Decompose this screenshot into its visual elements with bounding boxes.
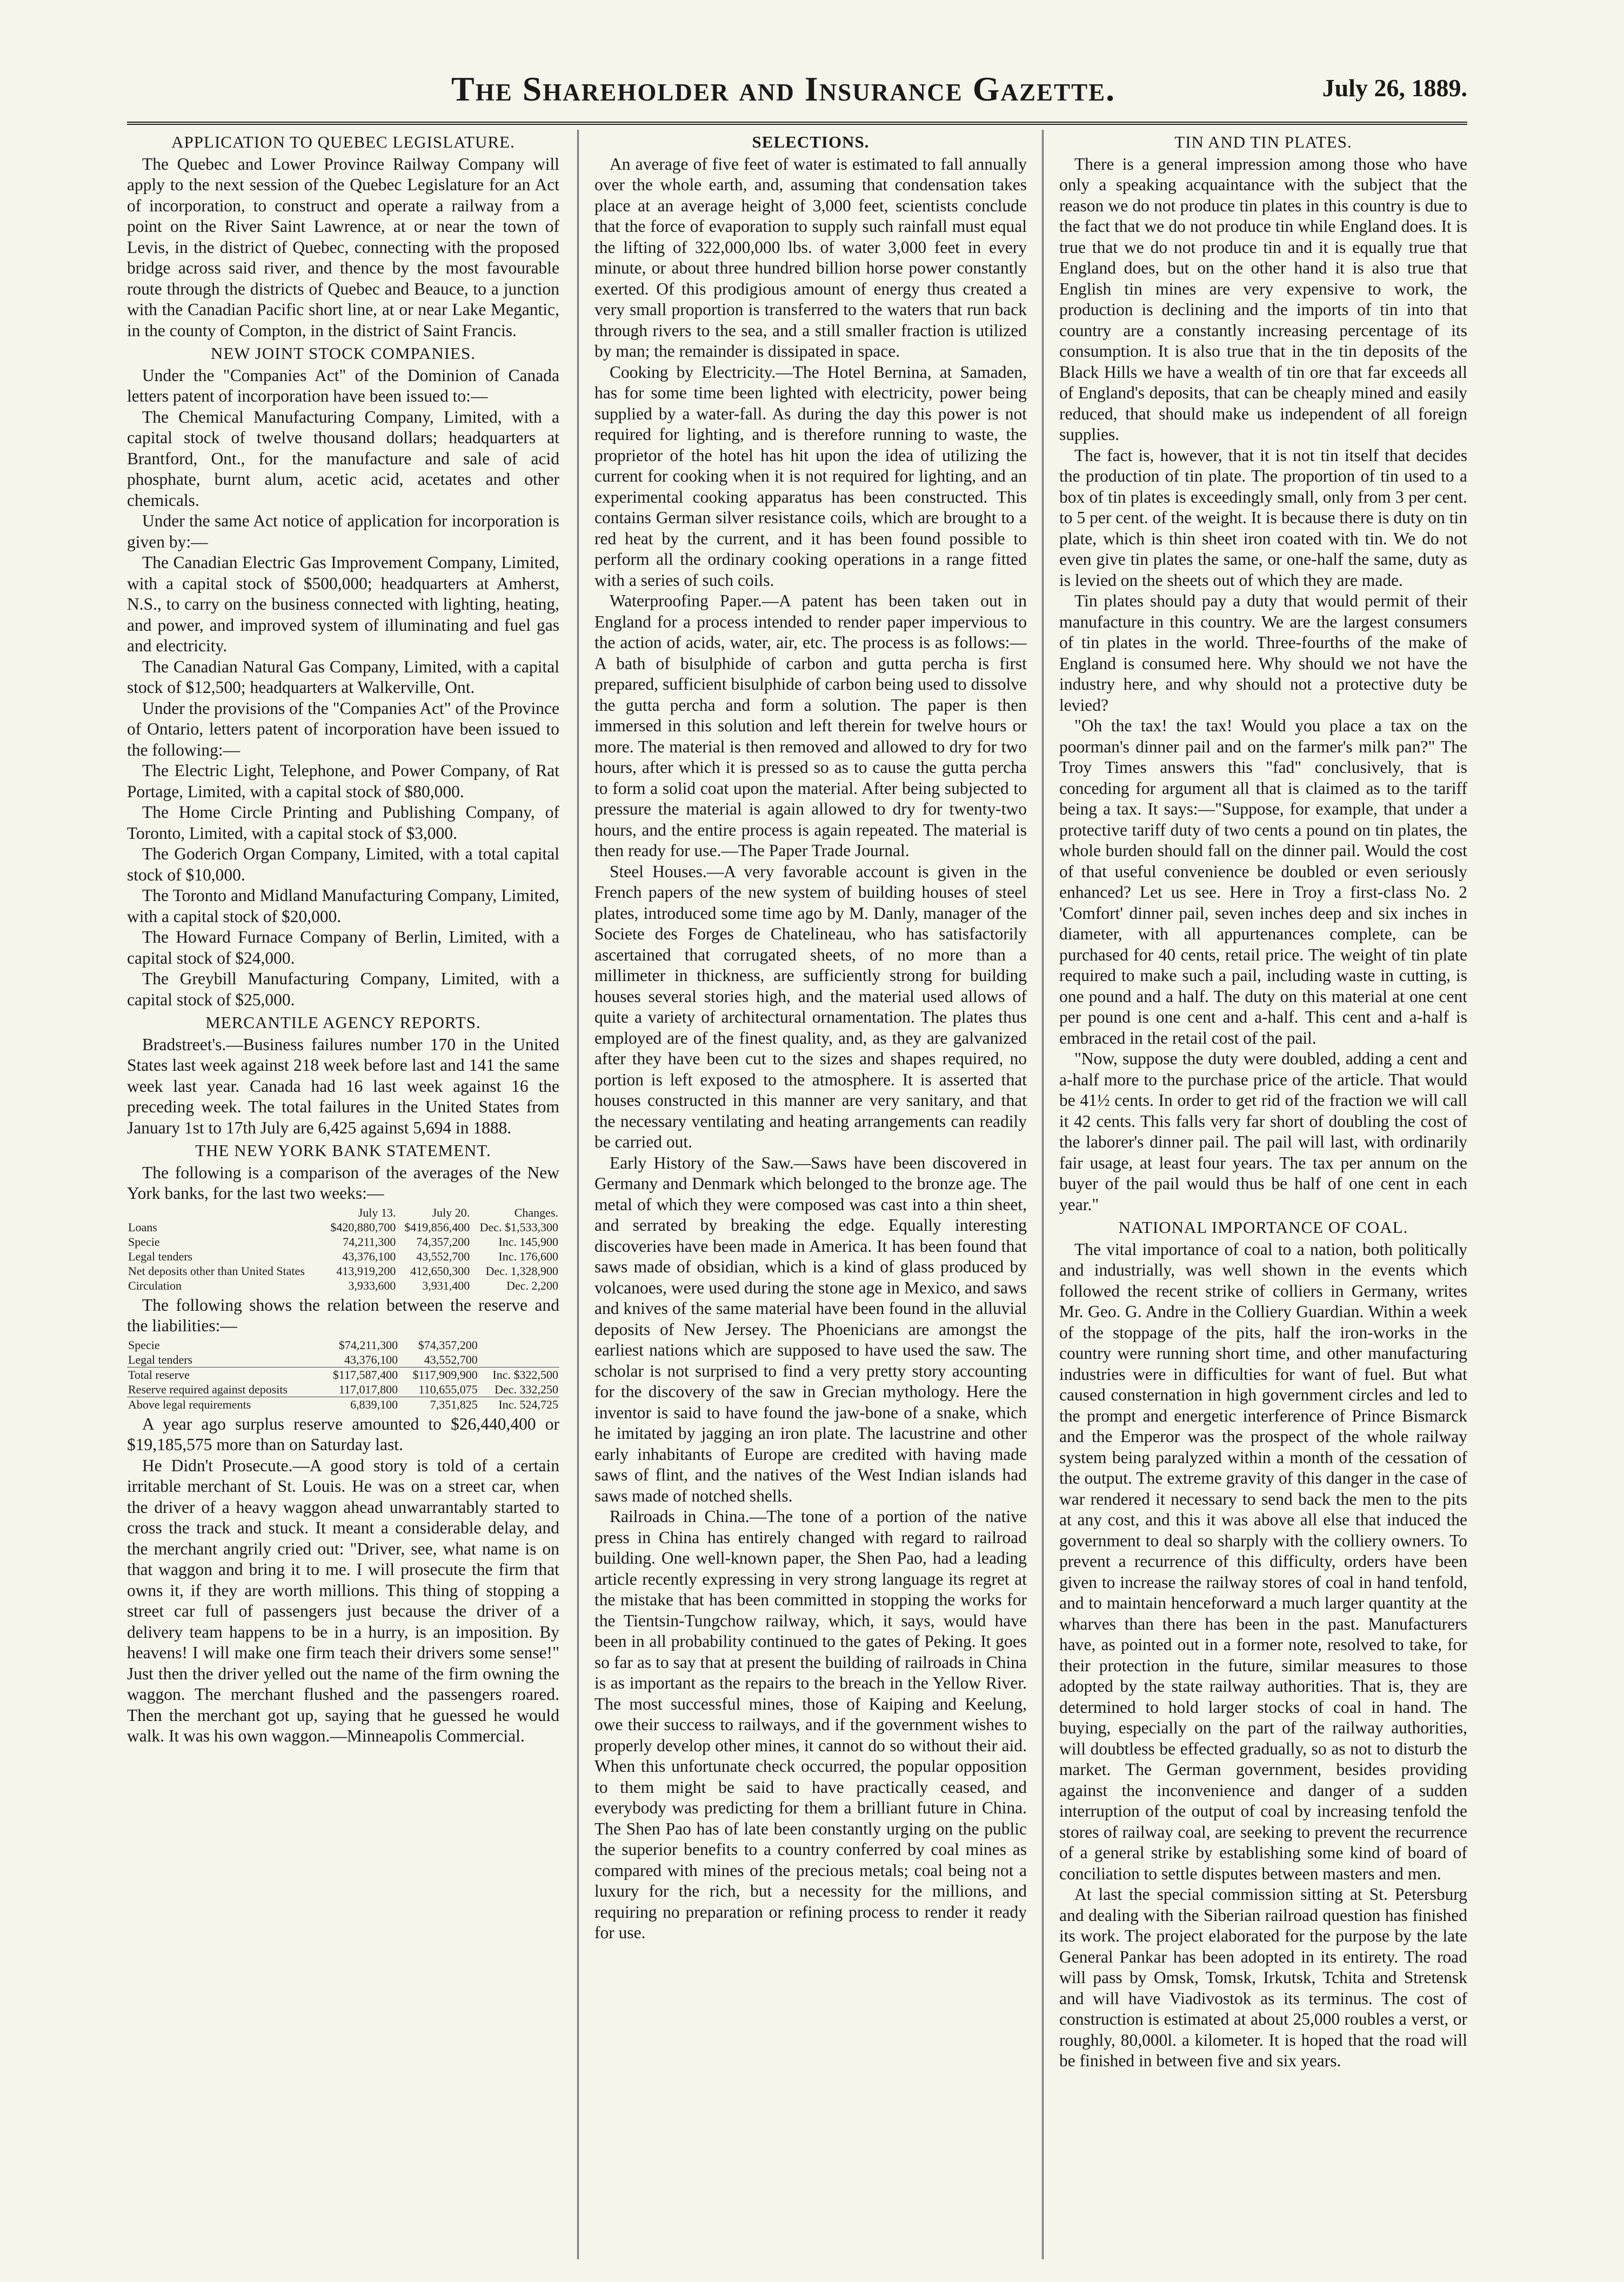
table-cell: Reserve required against deposits (128, 1382, 288, 1396)
table-cell: 117,017,800 (338, 1382, 398, 1396)
article-paragraph: He Didn't Prosecute.—A good story is told of a certain irritable merchant of St. Louis. He was on a street car, when the driver of a heavy waggon ahead unwarrantably started to cross the track and stuck. It meant a considerable delay, and the merchant angrily cried out: "Driver, see, what name is on that waggon and bring it to me. I will prosecute the firm that owns it, if they are worth millions. This thing of stopping a street car full of passengers just because the driver of a delivery team happens to be in a hurry, is an imposition. By heavens! I will make one firm teach their drivers some sense!" Just then the driver yelled out the name of the firm owning the waggon. The merchant flushed and the passengers roared. Then the merchant got up, saying that he guessed he would walk. It was his own waggon.—Minneapolis Commercial. (127, 1456, 559, 1745)
article-paragraph: The Canadian Natural Gas Company, Limited, with a capital stock of $12,500; headquarters at Walkerville, Ont. (127, 657, 559, 697)
heading-bank-statement: THE NEW YORK BANK STATEMENT. (195, 1141, 491, 1160)
bank-header-cell: Changes. (514, 1205, 558, 1219)
article-paragraph: Bradstreet's.—Business failures number 170 in the United States last week against 218 week before last and 141 the same week last year. Canada had 16 last week against 16 the preceding week. The total failures in the United States from January 1st to 17th July are 6,425 against 5,694 in 1888. (127, 1035, 559, 1137)
bank-table (127, 1205, 559, 1293)
article-paragraph: The Howard Furnace Company of Berlin, Limited, with a capital stock of $24,000. (127, 928, 559, 967)
table-cell: 74,357,200 (416, 1235, 470, 1249)
table-cell: Inc. 176,600 (498, 1249, 558, 1263)
table-cell: 74,211,300 (343, 1235, 396, 1249)
reserve-table (127, 1338, 559, 1412)
table-row (127, 1397, 559, 1412)
table-cell: $420,880,700 (330, 1220, 396, 1234)
table-cell: 412,650,300 (410, 1264, 470, 1278)
heading-joint-stock: NEW JOINT STOCK COMPANIES. (211, 344, 476, 363)
heading-coal: NATIONAL IMPORTANCE OF COAL. (1118, 1218, 1408, 1237)
article-paragraph: The Toronto and Midland Manufacturing Company, Limited, with a capital stock of $20,000. (127, 886, 559, 926)
article-paragraph: "Oh the tax! the tax! Would you place a tax on the poorman's dinner pail and on the farmer's milk pan?" The Troy Times answers this "fad" conclusively, that is conceding for argument all that is claimed as to the tariff being a tax. It says:—"Suppose, for example, that under a protective tariff duty of two cents a pound on tin plates, the whole burden should fall on the dinner pail. Would the cost of that useful convenience be doubled or even seriously enhanced? Let us see. Here in Troy a first-class No. 2 'Comfort' dinner pail, seven inches deep and six inches in diameter, with all appurtenances complete, can be purchased for 40 cents, retail price. The weight of tin plate required to make such a pail, including waste in cutting, is one pound and a half. The duty on this material at one cent per pound is one cent and a-half. This cent and a-half is embraced in the retail cost of the pail. (1059, 716, 1467, 1047)
bank-header-cell: July 20. (432, 1205, 470, 1219)
table-cell: Inc. $322,500 (492, 1367, 558, 1382)
article-paragraph: Under the "Companies Act" of the Dominion of Canada letters patent of incorporation have been issued to:— (127, 365, 559, 405)
table-cell: Circulation (128, 1278, 182, 1292)
table-cell: Dec. 2,200 (506, 1278, 558, 1292)
heading-quebec-legislature: APPLICATION TO QUEBEC LEGISLATURE. (171, 132, 515, 151)
table-cell: $419,856,400 (404, 1220, 470, 1234)
article-paragraph: Waterproofing Paper.—A patent has been taken out in England for a process intended to render paper impervious to the action of acids, water, air, etc. The process is as follows:—A bath of bisulphide of carbon and gutta percha is first prepared, sufficient bisulphide of carbon being used to dissolve the gutta percha and form a solution. The paper is then immersed in this solution and left therein for twelve hours or more. The material is then removed and allowed to dry for two hours, after which it is pressed so as to cause the gutta percha to form a solid coat upon the material. After being subjected to pressure the material is again allowed to dry for twenty-two hours, and the entire process is again repeated. The material is then ready for use.—The Paper Trade Journal. (594, 591, 1027, 860)
column-3 (1059, 130, 1467, 2259)
masthead-rule (127, 122, 1467, 125)
table-cell: Dec. $1,533,300 (479, 1220, 558, 1234)
table-row (127, 1235, 559, 1249)
article-paragraph: The following is a comparison of the averages of the New York banks, for the last two weeks:— (127, 1163, 559, 1203)
table-cell: Legal tenders (128, 1352, 193, 1366)
article-paragraph: Cooking by Electricity.—The Hotel Bernina, at Samaden, has for some time been lighted with electricity, power being supplied by a water-fall. As during the day this power is not required for lighting, and is therefore running to waste, the proprietor of the hotel has hit upon the idea of utilizing the current for cooking when it is not required for lighting, and an experimental cooking apparatus has been constructed. This contains German silver resistance coils, which are brought to a red heat by the current, and it has been found possible to perform all the ordinary cooking operations in a range fitted with a series of such coils. (594, 362, 1027, 590)
table-cell: Inc. 524,725 (498, 1397, 558, 1411)
table-cell: Dec. 1,328,900 (485, 1264, 558, 1278)
table-cell: Net deposits other than United States (128, 1264, 305, 1278)
table-cell: 43,552,700 (416, 1249, 470, 1263)
column-1 (127, 130, 559, 2259)
article-paragraph: The Goderich Organ Company, Limited, with a total capital stock of $10,000. (127, 844, 559, 884)
article-paragraph: There is a general impression among those who have only a speaking acquaintance with the subject that the reason we do not produce tin plates in this country is due to the fact that we do not produce tin while England does. It is true that we do not produce tin and it is equally true that England does, but on the other hand it is also true that English tin mines are very expensive to work, the production is declining and the imports of tin into that country are a constantly increasing percentage of its consumption. It is also true that in the tin deposits of the Black Hills we have a wealth of tin ore that far exceeds all of England's deposits, that can be cheaply mined and easily reduced, that should make us independent of all foreign supplies. (1059, 154, 1467, 444)
article-paragraph: Early History of the Saw.—Saws have been discovered in Germany and Denmark which belonged to the bronze age. The metal of which they were composed was cast into a thin sheet, and serrated by breaking the edge. Equally interesting discoveries have been made in America. It has been found that saws made of obsidian, which is a kind of glass produced by volcanoes, were used during the stone age in Mexico, and saws and knives of the same material have been found in the alluvial deposits of New Jersey. The Phoenicians are amongst the earliest nations which are supposed to have used the saw. The scholar is not surprised to find a very pretty story accounting for the discovery of the saw in Grecian mythology. Here the inventor is said to have found the jaw-bone of a snake, which he imitated by jagging an iron plate. The lacustrine and other early inhabitants of Europe are credited with having made saws of flint, and the natives of the West Indian islands had saws made of notched shells. (594, 1153, 1027, 1505)
table-cell: Loans (128, 1220, 157, 1234)
table-row (127, 1278, 559, 1293)
table-row (127, 1220, 559, 1235)
table-cell (479, 1338, 559, 1352)
bank-header-cell: July 13. (358, 1205, 396, 1219)
article-paragraph: Tin plates should pay a duty that would permit of their manufacture in this country. We are the largest consumers of tin plates in the world. Three-fourths of the make of England is consumed here. Why should we not have the industry here, and why should not a protective duty be levied? (1059, 591, 1467, 715)
column-divider (1042, 130, 1044, 2259)
table-cell: Inc. 145,900 (498, 1235, 558, 1249)
table-row (127, 1367, 559, 1382)
table-cell: Specie (128, 1235, 160, 1249)
column-2 (594, 130, 1027, 2259)
article-paragraph: The fact is, however, that it is not tin itself that decides the production of tin plate. The proportion of tin used to a box of tin plates is exceedingly small, only from 3 per cent. to 5 per cent. of the weight. It is because there is duty on tin plate, which is thin sheet iron coated with tin. We do not even give tin plates the same, or one-half the same, duty as is levied on the sheets out of which they are made. (1059, 445, 1467, 590)
table-cell: Total reserve (128, 1367, 190, 1382)
article-paragraph: An average of five feet of water is estimated to fall annually over the whole earth, and, assuming that condensation takes place at an average height of 3,000 feet, scientists conclude that the force of evaporation to supply such rainfall must equal the lifting of 322,000,000 lbs. of water 3,000 feet in every minute, or about three hundred billion horse power constantly exerted. Of this prodigious amount of energy thus created a very small proportion is transferred to the waters that run back through rivers to the sea, and a still smaller fraction is utilized by man; the remainder is dissipated in space. (594, 154, 1027, 361)
heading-mercantile: MERCANTILE AGENCY REPORTS. (205, 1013, 481, 1032)
table-cell: Above legal requirements (128, 1397, 251, 1411)
bank-table-header (127, 1205, 559, 1220)
table-cell: $74,357,200 (418, 1338, 478, 1352)
table-row (127, 1264, 559, 1278)
table-cell (479, 1352, 559, 1367)
article-paragraph: Railroads in China.—The tone of a portion of the native press in China has entirely changed with regard to railroad building. One well-known paper, the Shen Pao, had a leading article recently expressing in very strong language its regret at the mistake that has been committed in stopping the works for the Tientsin-Tungchow railway, which, it says, would have been in all probability continued to the gates of Peking. It goes so far as to say that at present the building of railroads in China is as important as the repairs to the breach in the Yellow River. The most successful mines, those of Kaiping and Keelung, owe their success to railways, and if the government wishes to properly develop other mines, it cannot do so without their aid. When this unfortunate check occurred, the popular opposition to them might be said to have practically ceased, and everybody was predicting for them a brilliant future in China. The Shen Pao has of late been constantly urging on the public the superior benefits to a country conferred by coal mines as compared with mines of the precious metals; coal being not a luxury for the rich, but a necessity for the millions, and requiring no preparation or refining process to render it ready for use. (594, 1507, 1027, 1942)
table-row (127, 1249, 559, 1264)
table-row (127, 1338, 559, 1352)
table-row (127, 1382, 559, 1397)
article-paragraph: The Greybill Manufacturing Company, Limited, with a capital stock of $25,000. (127, 969, 559, 1009)
table-cell: 43,376,100 (344, 1352, 398, 1366)
article-paragraph: The Electric Light, Telephone, and Power Company, of Rat Portage, Limited, with a capital stock of $80,000. (127, 761, 559, 801)
article-paragraph: At last the special commission sitting at St. Petersburg and dealing with the Siberian railroad question has finished its work. The project elaborated for the purpose by the late General Pankar has been adopted in its entirety. The road will pass by Omsk, Tomsk, Irkutsk, Tchita and Stretensk and will have Viadivostok as its terminus. The cost of construction is estimated at about 25,000 roubles a verst, or roughly, 80,000l. a kilometer. It is hoped that the road will be finished in between five and six years. (1059, 1885, 1467, 2070)
table-cell: 7,351,825 (430, 1397, 478, 1411)
table-cell: 3,933,600 (348, 1278, 396, 1292)
table-cell: Legal tenders (128, 1249, 193, 1263)
article-paragraph: Under the same Act notice of application for incorporation is given by:— (127, 511, 559, 551)
masthead (127, 69, 1467, 118)
article-paragraph: The following shows the relation between the reserve and the liabilities:— (127, 1295, 559, 1335)
article-paragraph: The Quebec and Lower Province Railway Company will apply to the next session of the Quebec Legislature for an Act of incorporation, to construct and operate a railway from a point on the River Saint Lawrence, at or near the town of Levis, in the district of Quebec, connecting with the proposed bridge across said river, and thence by the most favourable route through the districts of Quebec and Beauce, to a junction with the Canadian Pacific short line, at or near Lake Megantic, in the county of Compton, in the district of Saint Francis. (127, 154, 559, 340)
article-paragraph: A year ago surplus reserve amounted to $26,440,400 or $19,185,575 more than on Saturday last. (127, 1414, 559, 1454)
article-paragraph: The Home Circle Printing and Publishing Company, of Toronto, Limited, with a capital stock of $3,000. (127, 803, 559, 843)
table-cell: 110,655,075 (418, 1382, 478, 1396)
article-paragraph: The Chemical Manufacturing Company, Limited, with a capital stock of twelve thousand dollars; headquarters at Brantford, Ont., for the manufacture and sale of acid phosphate, burnt alum, acetic acid, acetates and other chemicals. (127, 407, 559, 510)
table-cell: $74,211,300 (338, 1338, 398, 1352)
article-paragraph: Steel Houses.—A very favorable account is given in the French papers of the new system of building houses of steel plates, introduced some time ago by M. Danly, manager of the Societe des Forges de Chatelineau, who has satisfactorily ascertained that corrugated sheets, of no more than a millimeter in thickness, are sufficiently strong for building houses several stories high, and the material used allows of quite a variety of architectural ornamentation. The plates thus employed are of the finest quality, and, as they are galvanized after they have been cut to the sizes and shapes required, no portion is left exposed to the atmosphere. It is asserted that houses constructed in this manner are very sanitary, and that the necessary ventilating and heating arrangements can readily be carried out. (594, 862, 1027, 1151)
table-row (127, 1352, 559, 1367)
bank-header-cell (127, 1205, 323, 1220)
table-cell: $117,909,900 (412, 1367, 478, 1382)
masthead-title: The Shareholder and Insurance Gazette. (451, 70, 1116, 108)
article-paragraph: The vital importance of coal to a nation, both politically and industrially, was well shown in the events which followed the recent strike of colliers in Germany, writes Mr. Geo. G. Andre in the Colliery Guardian. Within a week of the stoppage of the pits, half the iron-works in the country were running short time, and other manufacturing industries were in difficulties for want of fuel. But what caused consternation in high government circles and led to the prompt and energetic interference of Prince Bismarck and the Emperor was the prospect of the whole railway system being paralyzed within a month of the cessation of the output. The extreme gravity of this danger in the case of war rendered it necessary to send back the men to the pits at any cost, and this it was above all else that induced the government to deal so sharply with the colliery owners. To prevent a recurrence of this difficulty, orders have been given to increase the railway stores of coal in hand tenfold, and to maintain henceforward a much larger quantity at the wharves than there has been in the past. Manufacturers have, as pointed out in a former note, resolved to take, for their protection in the future, similar measures to those adopted by the state railway authorities. That is, they are determined to hold larger stocks of coal in hand. The buying, especially on the part of the railway authorities, will doubtless be effected gradually, so as not to disturb the market. The German government, besides providing against the inconvenience and danger of a sudden interruption of the output of coal by increasing tenfold the stores of railway coal, are seeking to prevent the recurrence of a general strike by establishing some kind of board of conciliation to settle disputes between masters and men. (1059, 1239, 1467, 1883)
article-paragraph: Under the provisions of the "Companies Act" of the Province of Ontario, letters patent of incorporation have been issued to the following:— (127, 698, 559, 759)
article-paragraph: "Now, suppose the duty were doubled, adding a cent and a-half more to the purchase price of the article. That would be 41½ cents. In order to get rid of the fraction we will call it 42 cents. This falls very far short of doubling the cost of the laborer's dinner pail. The pail will last, with ordinarily fair usage, at least four years. The tax per annum on the buyer of the pail would thus be half of one cent in each year." (1059, 1049, 1467, 1214)
table-cell: 3,931,400 (422, 1278, 470, 1292)
table-cell: $117,587,400 (332, 1367, 398, 1382)
heading-selections: SELECTIONS. (752, 132, 870, 151)
table-cell: 43,376,100 (342, 1249, 396, 1263)
column-divider (577, 130, 579, 2259)
heading-tin-plates: TIN AND TIN PLATES. (1174, 132, 1352, 151)
table-cell: 43,552,700 (424, 1352, 478, 1366)
masthead-date: July 26, 1889. (1322, 74, 1467, 102)
table-cell: 413,919,200 (336, 1264, 396, 1278)
table-cell: 6,839,100 (350, 1397, 398, 1411)
article-paragraph: The Canadian Electric Gas Improvement Company, Limited, with a capital stock of $500,000; headquarters at Amherst, N.S., to carry on the business connected with lighting, heating, and power, and improved system of illuminating and fuel gas and electricity. (127, 553, 559, 655)
table-cell: Dec. 332,250 (494, 1382, 558, 1396)
table-cell: Specie (128, 1338, 160, 1352)
